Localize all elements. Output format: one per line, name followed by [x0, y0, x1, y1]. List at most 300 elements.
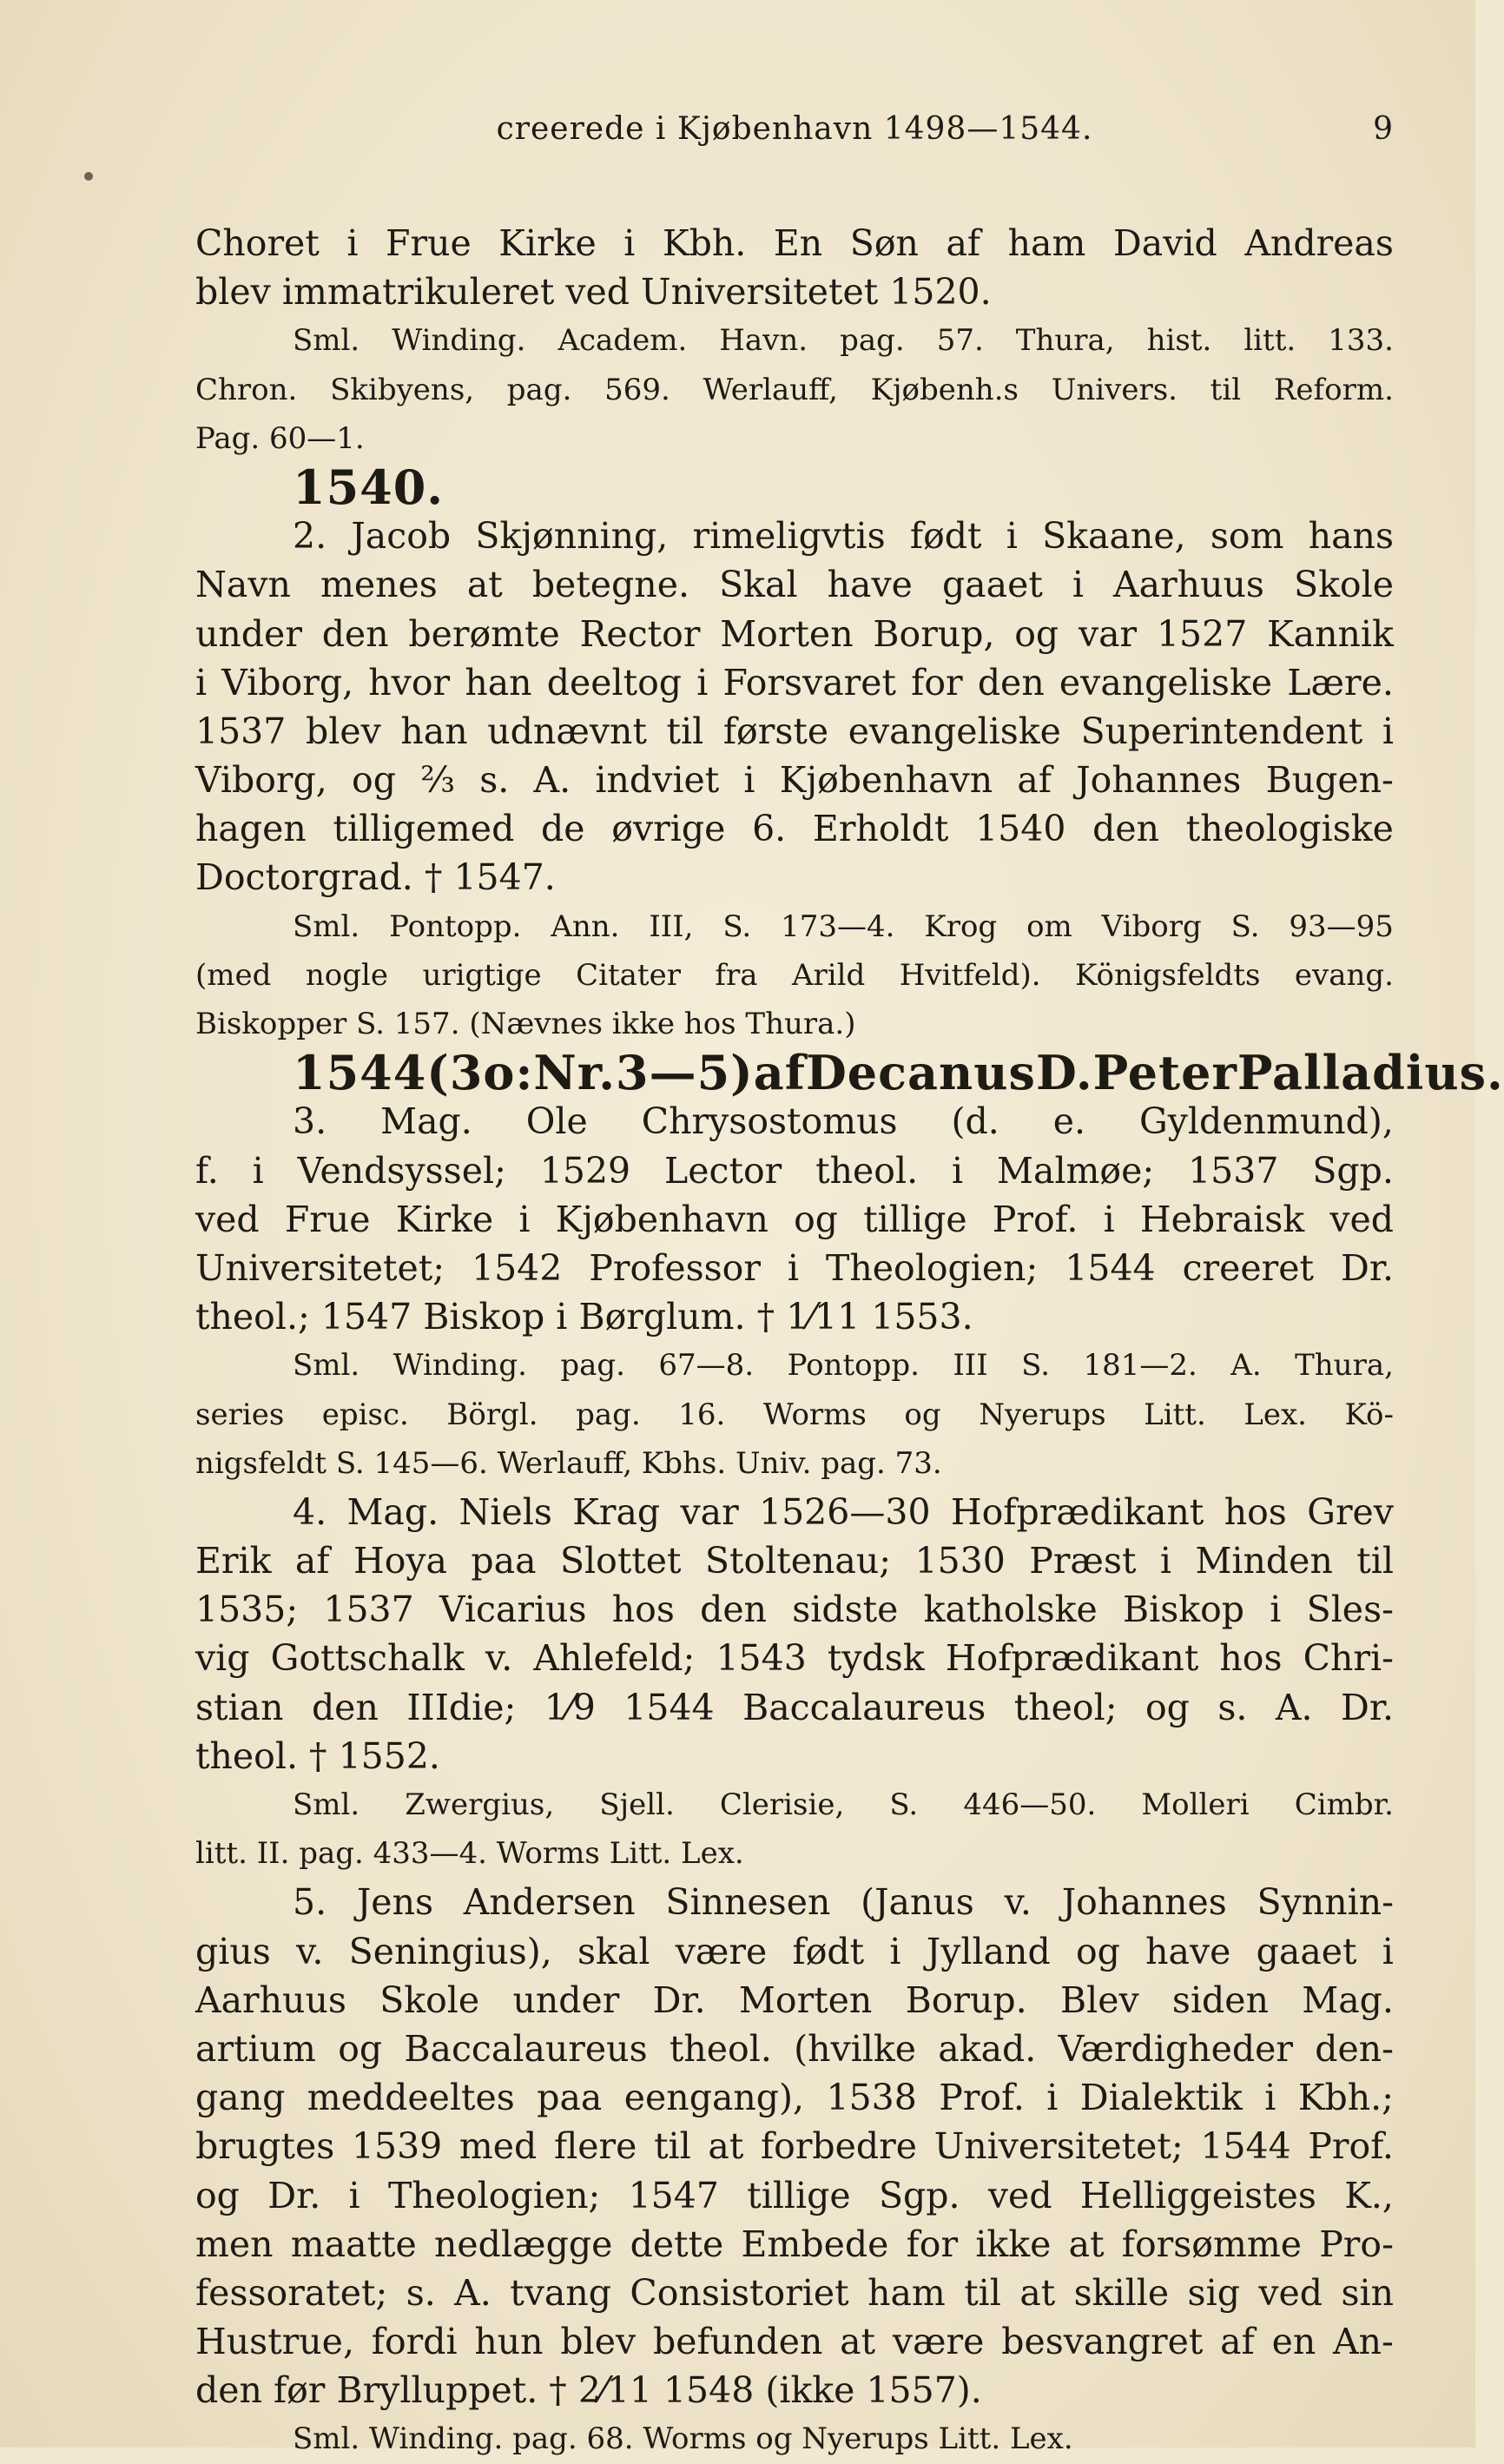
- word: Mag.: [380, 1100, 472, 1143]
- word: til: [654, 2125, 691, 2168]
- word: Gyldenmund),: [1139, 1100, 1394, 1143]
- word: Werlauff,: [497, 1445, 642, 1481]
- word: Gottschalk: [270, 1637, 465, 1680]
- word: sin: [1341, 2271, 1394, 2314]
- word: Viborg,: [221, 661, 354, 704]
- word: creeret: [1182, 1246, 1315, 1289]
- running-header: [195, 111, 1394, 163]
- text-line: [195, 1585, 1394, 1634]
- word: Krag: [572, 1490, 661, 1533]
- word: for: [911, 661, 963, 704]
- word: Viborg,: [195, 759, 327, 802]
- word: S.: [1230, 908, 1260, 944]
- word: Embede: [741, 2223, 889, 2265]
- word: under: [195, 612, 302, 655]
- word: theol.;: [195, 1296, 321, 1338]
- text-line: [195, 1732, 1394, 1780]
- word: 569.: [604, 372, 670, 407]
- word: Arild: [791, 957, 866, 993]
- word: Lex.: [681, 1836, 744, 1872]
- word: Navn: [195, 564, 291, 606]
- word: Helliggeistes: [1079, 2174, 1316, 2216]
- word: ham: [1007, 222, 1086, 264]
- word: 1538: [826, 2077, 917, 2119]
- word: Theologien;: [387, 2174, 601, 2216]
- word: An-: [1333, 2321, 1394, 2363]
- text-line: [195, 1780, 1394, 1829]
- word: og: [352, 759, 396, 802]
- word: Lex.: [1243, 1397, 1307, 1432]
- word: immatrikuleret: [281, 271, 566, 314]
- word: Lære.: [1287, 661, 1394, 704]
- word: e.: [1052, 1100, 1086, 1143]
- word: Kbh.: [662, 222, 747, 264]
- word: Værdigheder: [1058, 2027, 1293, 2070]
- word: Prof.: [939, 2077, 1025, 2119]
- word: Erik: [195, 1540, 272, 1582]
- running-title: creerede i Kjøbenhavn 1498—1544.: [496, 111, 1093, 147]
- word: Kö-: [1344, 1397, 1394, 1432]
- word: ved: [565, 271, 642, 314]
- word: den: [195, 2369, 274, 2412]
- word: series: [195, 1397, 285, 1432]
- ink-spot: [84, 172, 93, 181]
- word: Morten: [738, 1978, 873, 2021]
- word: Sinnesen: [665, 1881, 831, 1924]
- word: 1548: [663, 2369, 766, 2412]
- word: sidste: [792, 1589, 899, 1631]
- text-line: [195, 1439, 1394, 1488]
- word: hos: [1219, 1637, 1283, 1680]
- text-line: [195, 2122, 1394, 2170]
- word: Kbhs.: [641, 1445, 736, 1481]
- word: 60—1.: [269, 420, 365, 456]
- word: Johannes: [1061, 1881, 1227, 1924]
- word: Skole: [379, 1978, 480, 2021]
- word: Doctorgrad.: [195, 856, 425, 899]
- word: sig: [1187, 2271, 1240, 2314]
- word: (Nævnes: [469, 1007, 612, 1041]
- word: Winding.: [392, 1348, 527, 1384]
- word: i: [1006, 515, 1018, 558]
- word: at: [840, 2321, 876, 2363]
- word: i: [252, 1149, 264, 1192]
- word: Kjøbenhavn: [555, 1198, 768, 1240]
- word: 1520.: [889, 271, 992, 314]
- word: 1543: [716, 1637, 807, 1680]
- word: til: [666, 710, 704, 752]
- word: Blev: [1059, 1978, 1139, 2021]
- word: og: [195, 2174, 240, 2216]
- word: Pro-: [1319, 2223, 1394, 2265]
- word: litt.: [1243, 323, 1296, 359]
- word: Jacob: [351, 515, 452, 558]
- word: paa: [471, 1540, 537, 1582]
- text-line: [195, 1146, 1394, 1195]
- word: Hofprædikant: [945, 1637, 1199, 1680]
- word: han: [465, 661, 532, 704]
- text-line: [195, 2025, 1394, 2073]
- word: Worms: [643, 2421, 756, 2457]
- word: Superintendent: [1080, 710, 1363, 752]
- word: blev: [560, 2321, 637, 2363]
- word: maatte: [290, 2223, 417, 2265]
- word: 1529: [539, 1149, 631, 1192]
- word: og: [794, 1198, 839, 1240]
- word: i: [1159, 1540, 1172, 1582]
- word: som: [1210, 515, 1284, 558]
- word: i: [787, 1246, 800, 1289]
- word: tvang: [510, 2271, 611, 2314]
- word: 1539: [351, 2125, 443, 2168]
- word: 73.: [894, 1445, 942, 1481]
- word: Vicarius: [439, 1589, 587, 1631]
- word: tilligemed: [333, 808, 515, 850]
- word: pag.: [576, 1397, 641, 1432]
- word: s.: [479, 759, 510, 802]
- word: Citater: [576, 957, 681, 993]
- word: urigtige: [422, 957, 542, 993]
- word: Sjell.: [599, 1787, 675, 1822]
- word: pag.: [840, 323, 905, 359]
- text-line: [195, 1195, 1394, 1244]
- word: 1544: [623, 1686, 715, 1728]
- word: Johannes: [1076, 759, 1242, 802]
- word: Erholdt: [812, 808, 949, 850]
- text-line: [195, 1097, 1394, 1146]
- word: Biskopper: [195, 1007, 357, 1041]
- word: Decanus: [805, 1045, 1036, 1101]
- word: 133.: [1328, 323, 1394, 359]
- word: skal: [577, 1930, 650, 1972]
- word: af: [294, 1540, 330, 1582]
- word: om: [1026, 908, 1072, 944]
- word: Seningius),: [348, 1930, 552, 1972]
- word: A.: [454, 2271, 491, 2314]
- word: at: [708, 2125, 744, 2168]
- word: og: [755, 2421, 802, 2457]
- word: i: [1072, 564, 1084, 606]
- word: i: [1270, 1589, 1282, 1631]
- word: Kbh.;: [1297, 2077, 1394, 2119]
- text-line: [195, 1244, 1394, 1292]
- word: †: [424, 856, 454, 899]
- word: Choret: [195, 222, 320, 264]
- word: 1557).: [866, 2369, 982, 2412]
- word: Biskop: [1122, 1589, 1245, 1631]
- word: artium: [195, 2027, 316, 2070]
- word: Børglum.: [578, 1296, 757, 1338]
- word: 1542: [471, 1246, 563, 1289]
- word: Aarhuus: [1113, 564, 1264, 606]
- word: af: [946, 222, 981, 264]
- word: en: [1271, 2321, 1316, 2363]
- word: Litt.: [1144, 1397, 1206, 1432]
- word: Hvitfeld).: [899, 957, 1041, 993]
- word: Morten: [720, 612, 854, 655]
- word: 1526—30: [759, 1490, 931, 1533]
- text-line: [195, 2366, 1394, 2414]
- word: Worms: [762, 1397, 867, 1432]
- word: Præst: [1029, 1540, 1137, 1582]
- text-line: [195, 268, 1394, 316]
- word: (Janus: [861, 1881, 974, 1924]
- word: Prof.: [992, 1198, 1079, 1240]
- word: IIIdie;: [406, 1686, 517, 1728]
- word: Sml.: [293, 1348, 360, 1384]
- word: Skibyens,: [330, 372, 475, 407]
- word: Winding.: [369, 2421, 513, 2457]
- word: Nyerups: [979, 1397, 1106, 1432]
- text-line: [195, 902, 1394, 951]
- word: Sml.: [293, 908, 360, 944]
- text-line: [195, 1045, 1504, 1101]
- word: Skole: [1294, 564, 1394, 606]
- word: i: [556, 1296, 579, 1338]
- word: af: [753, 1045, 806, 1101]
- word: eengang),: [623, 2077, 805, 2119]
- word: og: [1075, 1930, 1120, 1972]
- word: 1544: [1200, 2125, 1291, 2168]
- text-line: [195, 707, 1394, 756]
- word: have: [827, 564, 913, 606]
- word: Hebraisk: [1139, 1198, 1305, 1240]
- word: Frue: [386, 222, 472, 264]
- text-line: [195, 1829, 1394, 1878]
- word: Pontopp.: [787, 1348, 920, 1384]
- word: være: [892, 2321, 985, 2363]
- word: 1544: [1065, 1246, 1156, 1289]
- word: i: [1382, 710, 1394, 752]
- word: 67—8.: [658, 1348, 755, 1384]
- word: ved: [195, 1198, 260, 1240]
- word: 1547.: [453, 856, 556, 899]
- text-line: [195, 1000, 1394, 1048]
- word: Slottet: [559, 1540, 682, 1582]
- word: Kjøbenh.s: [870, 372, 1019, 407]
- word: fordi: [371, 2321, 458, 2363]
- word: besvangret: [1001, 2321, 1204, 2363]
- word: Ole: [525, 1100, 588, 1143]
- page-number: 9: [1373, 111, 1394, 147]
- word: S.: [356, 1007, 394, 1041]
- word: katholske: [923, 1589, 1098, 1631]
- word: i: [952, 1149, 964, 1192]
- word: (ikke: [765, 2369, 867, 2412]
- word: i: [1046, 2077, 1059, 2119]
- word: Univers.: [1051, 372, 1177, 407]
- word: skille: [1073, 2271, 1170, 2314]
- word: Mag.: [1302, 1978, 1394, 2021]
- word: Dialektik: [1079, 2077, 1243, 2119]
- word: den: [977, 661, 1045, 704]
- word: Universitetet: [641, 271, 890, 314]
- word: tillige: [747, 2174, 851, 2216]
- word: Thura,: [1015, 323, 1115, 359]
- text-line: [195, 804, 1394, 853]
- word: v.: [485, 1637, 513, 1680]
- word: fessoratet;: [195, 2271, 388, 2314]
- word: (3: [426, 1045, 484, 1101]
- word: blev: [305, 710, 381, 752]
- word: 68.: [586, 2421, 643, 2457]
- word: Kirke: [395, 1198, 494, 1240]
- text-line: [195, 414, 1394, 463]
- text-line: [195, 219, 1394, 268]
- word: Thura,: [1295, 1348, 1394, 1384]
- word: 2.: [293, 515, 327, 558]
- word: 6.: [752, 808, 787, 850]
- word: 3.: [293, 1100, 327, 1143]
- word: gaaet: [1256, 1930, 1357, 1972]
- word: i: [518, 1198, 531, 1240]
- word: ⅔: [420, 759, 455, 802]
- word: hist.: [1146, 323, 1212, 359]
- word: s.: [406, 2271, 436, 2314]
- word: ikke: [975, 2223, 1052, 2265]
- word: Ann.: [551, 908, 620, 944]
- word: Bugen-: [1265, 759, 1394, 802]
- word: og: [338, 2027, 383, 2070]
- word: 5.: [293, 1881, 327, 1924]
- word: hagen: [195, 808, 307, 850]
- word: Sml.: [293, 2421, 370, 2457]
- word: K.,: [1344, 2174, 1394, 2216]
- word: flere: [553, 2125, 637, 2168]
- word: Werlauff,: [703, 372, 838, 407]
- word: f.: [195, 1149, 219, 1192]
- word: var: [1078, 612, 1138, 655]
- word: betegne.: [531, 564, 690, 606]
- word: Hustrue,: [195, 2321, 354, 2363]
- word: theol.: [815, 1149, 919, 1192]
- word: 1547: [628, 2174, 719, 2216]
- text-line: [195, 1536, 1394, 1585]
- word: Vendsyssel;: [297, 1149, 506, 1192]
- word: Pag.: [195, 420, 269, 456]
- text-line: [195, 2269, 1394, 2317]
- word: og: [1144, 1686, 1190, 1728]
- word: nogle: [305, 957, 388, 993]
- text-line: [195, 1292, 1394, 1341]
- word: pag.: [512, 2421, 587, 2457]
- word: Sgp.: [1312, 1149, 1394, 1192]
- word: S.: [335, 1445, 374, 1481]
- word: Dr.: [267, 2174, 321, 2216]
- word: 181—2.: [1083, 1348, 1197, 1384]
- word: Skaane,: [1042, 515, 1186, 558]
- word: udnævnt: [487, 710, 647, 752]
- word: i: [1264, 2077, 1276, 2119]
- word: til: [964, 2271, 1001, 2314]
- word: befunden: [652, 2321, 823, 2363]
- word: Chron.: [195, 372, 298, 407]
- word: i: [1382, 1930, 1394, 1972]
- word: blev: [195, 271, 282, 314]
- word: Litt.: [938, 2421, 1010, 2457]
- word: og: [1014, 612, 1059, 655]
- word: han: [400, 710, 468, 752]
- word: være: [675, 1930, 768, 1972]
- word: ved: [1329, 1198, 1394, 1240]
- word: Hofprædikant: [950, 1490, 1204, 1533]
- word: Frue: [284, 1198, 371, 1240]
- word: Litt.: [609, 1836, 682, 1872]
- word: til: [1356, 1540, 1394, 1582]
- text-body: [195, 219, 1504, 2464]
- word: Theologien;: [826, 1246, 1039, 1289]
- word: Skal: [719, 564, 798, 606]
- word: af: [1220, 2321, 1255, 2363]
- word: A.: [1230, 1348, 1262, 1384]
- word: ved: [987, 2174, 1052, 2216]
- word: Sml.: [293, 1787, 360, 1822]
- text-line: [195, 658, 1394, 707]
- word: født: [909, 515, 982, 558]
- word: berømte: [408, 612, 560, 655]
- text-line: [195, 1488, 1394, 1536]
- word: II.: [256, 1836, 300, 1872]
- word: Nr.: [533, 1045, 617, 1101]
- word: med: [458, 2125, 538, 2168]
- word: født: [792, 1930, 865, 1972]
- text-line: [195, 459, 1394, 515]
- word: Börgl.: [446, 1397, 538, 1432]
- word: før: [273, 2369, 337, 2412]
- word: 1540: [975, 808, 1066, 850]
- word: Worms: [496, 1836, 610, 1872]
- word: ikke: [611, 1007, 684, 1041]
- word: den: [700, 1589, 768, 1631]
- word: var: [680, 1490, 739, 1533]
- word: Pontopp.: [389, 908, 522, 944]
- word: de: [541, 808, 585, 850]
- word: Synnin-: [1257, 1881, 1394, 1924]
- word: S.: [889, 1787, 919, 1822]
- word: Professor: [589, 1246, 761, 1289]
- word: 1547: [320, 1296, 424, 1338]
- word: 446—50.: [963, 1787, 1097, 1822]
- word: ved: [1258, 2271, 1323, 2314]
- word: gius: [195, 1930, 271, 1972]
- word: Baccalaureus: [404, 2027, 648, 2070]
- word: Clerisie,: [719, 1787, 845, 1822]
- word: 93—95: [1289, 908, 1394, 944]
- word: Reform.: [1273, 372, 1394, 407]
- word: Biskop: [423, 1296, 557, 1338]
- word: Universitetet;: [195, 1246, 445, 1289]
- text-line: [195, 1341, 1394, 1390]
- word: v.: [296, 1930, 324, 1972]
- word: vig: [195, 1637, 250, 1680]
- word: En: [773, 222, 823, 264]
- word: 3—5): [616, 1045, 754, 1101]
- word: Dr.: [1340, 1246, 1394, 1289]
- word: S.: [722, 908, 752, 944]
- word: tillige: [863, 1198, 967, 1240]
- word: III,: [649, 908, 694, 944]
- word: Viborg: [1101, 908, 1202, 944]
- word: 1544: [293, 1045, 427, 1101]
- word: i: [195, 661, 208, 704]
- text-line: [195, 756, 1394, 804]
- text-line: [195, 1878, 1394, 1926]
- word: A.: [1275, 1686, 1313, 1728]
- word: i: [346, 222, 359, 264]
- word: forsømme: [1121, 2223, 1302, 2265]
- word: 1535;: [195, 1589, 299, 1631]
- word: den: [1092, 808, 1160, 850]
